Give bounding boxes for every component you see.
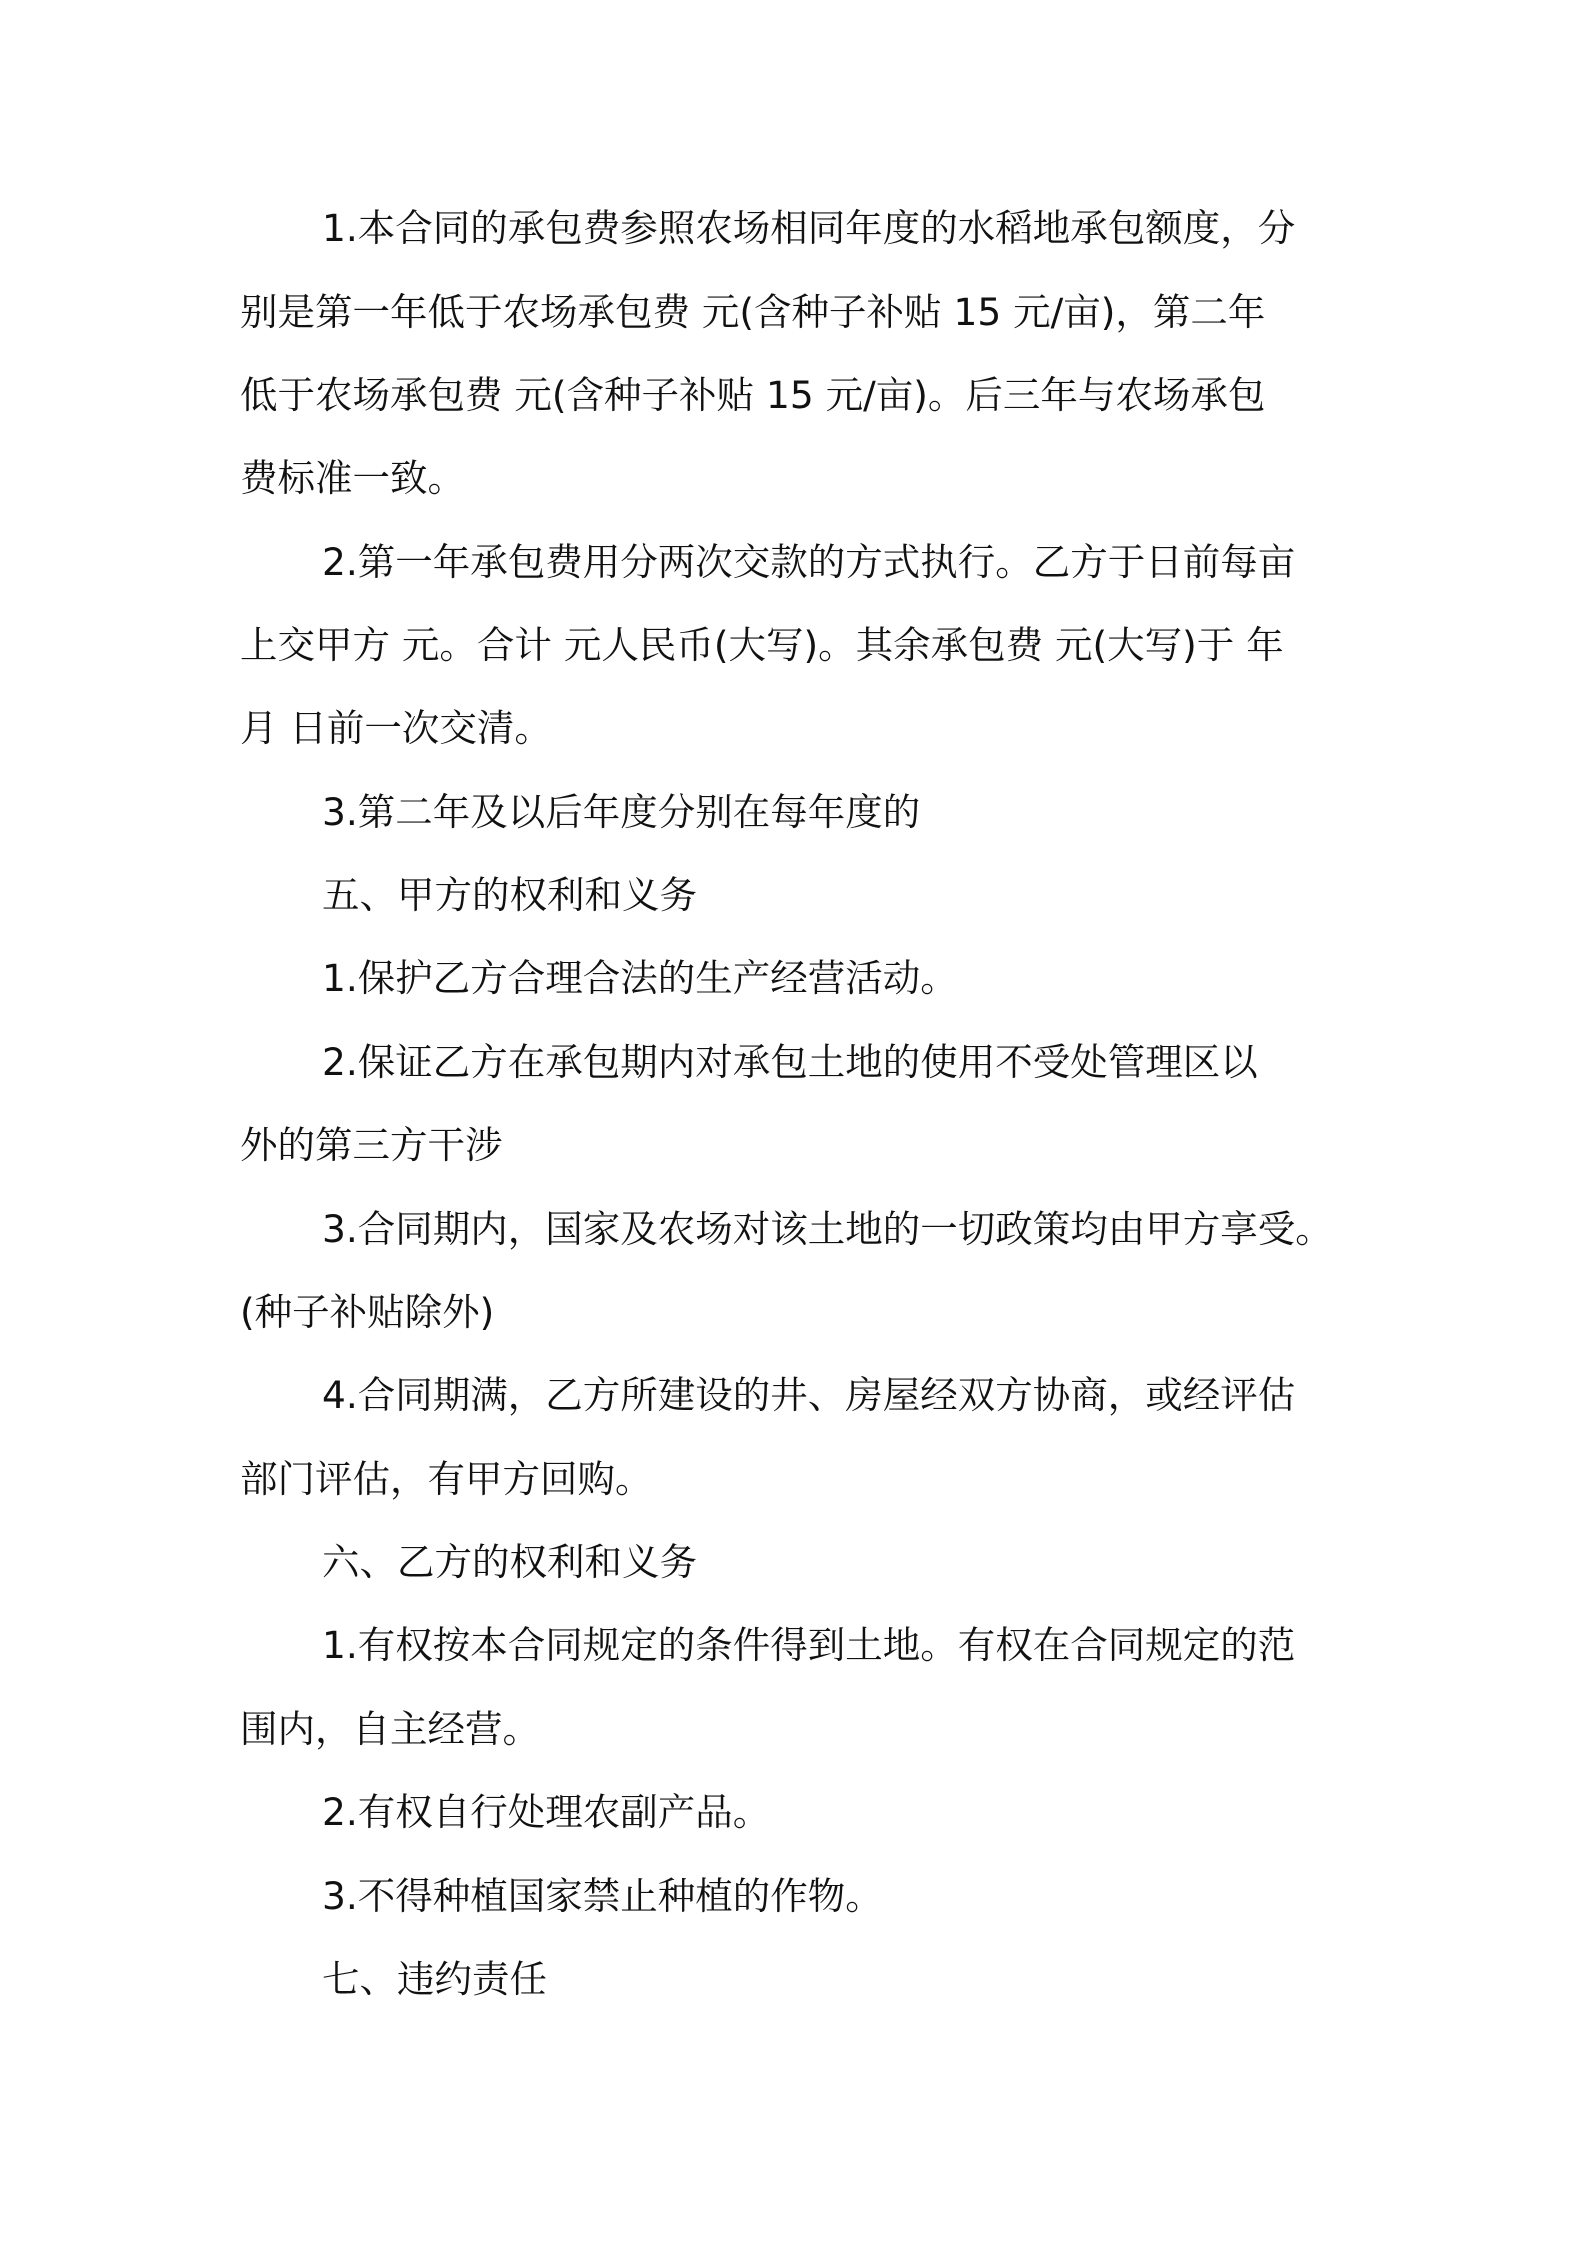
text-line: 1.有权按本合同规定的条件得到土地。有权在合同规定的范 (322, 1623, 1296, 1667)
text-line: 部门评估，有甲方回购。 (240, 1457, 653, 1501)
text-line: 1.本合同的承包费参照农场相同年度的水稻地承包额度，分 (322, 206, 1296, 250)
text-line: 1.保护乙方合理合法的生产经营活动。 (322, 956, 958, 1000)
text-line: 3.不得种植国家禁止种植的作物。 (322, 1874, 883, 1918)
section-heading: 七、违约责任 (322, 1957, 547, 2001)
text-line: 别是第一年低于农场承包费 元(含种子补贴 15 元/亩)，第二年 (240, 290, 1266, 334)
text-line: 外的第三方干涉 (240, 1123, 503, 1167)
text-line: 费标准一致。 (240, 456, 465, 500)
text-line: 围内，自主经营。 (240, 1707, 540, 1751)
text-line: 2.保证乙方在承包期内对承包土地的使用不受处管理区以 (322, 1040, 1258, 1084)
text-line: 2.第一年承包费用分两次交款的方式执行。乙方于日前每亩 (322, 540, 1296, 584)
text-line: 低于农场承包费 元(含种子补贴 15 元/亩)。后三年与农场承包 (240, 373, 1266, 417)
text-line: (种子补贴除外) (240, 1290, 495, 1334)
text-line: 上交甲方 元。合计 元人民币(大写)。其余承包费 元(大写)于 年 (240, 623, 1284, 667)
text-line: 4.合同期满，乙方所建设的井、房屋经双方协商，或经评估 (322, 1373, 1296, 1417)
text-line: 2.有权自行处理农副产品。 (322, 1790, 771, 1834)
text-line: 月 日前一次交清。 (240, 706, 552, 750)
text-line: 3.合同期内，国家及农场对该土地的一切政策均由甲方享受。 (322, 1207, 1333, 1251)
section-heading: 六、乙方的权利和义务 (322, 1540, 697, 1584)
text-line: 3.第二年及以后年度分别在每年度的 (322, 790, 921, 834)
section-heading: 五、甲方的权利和义务 (322, 873, 697, 917)
